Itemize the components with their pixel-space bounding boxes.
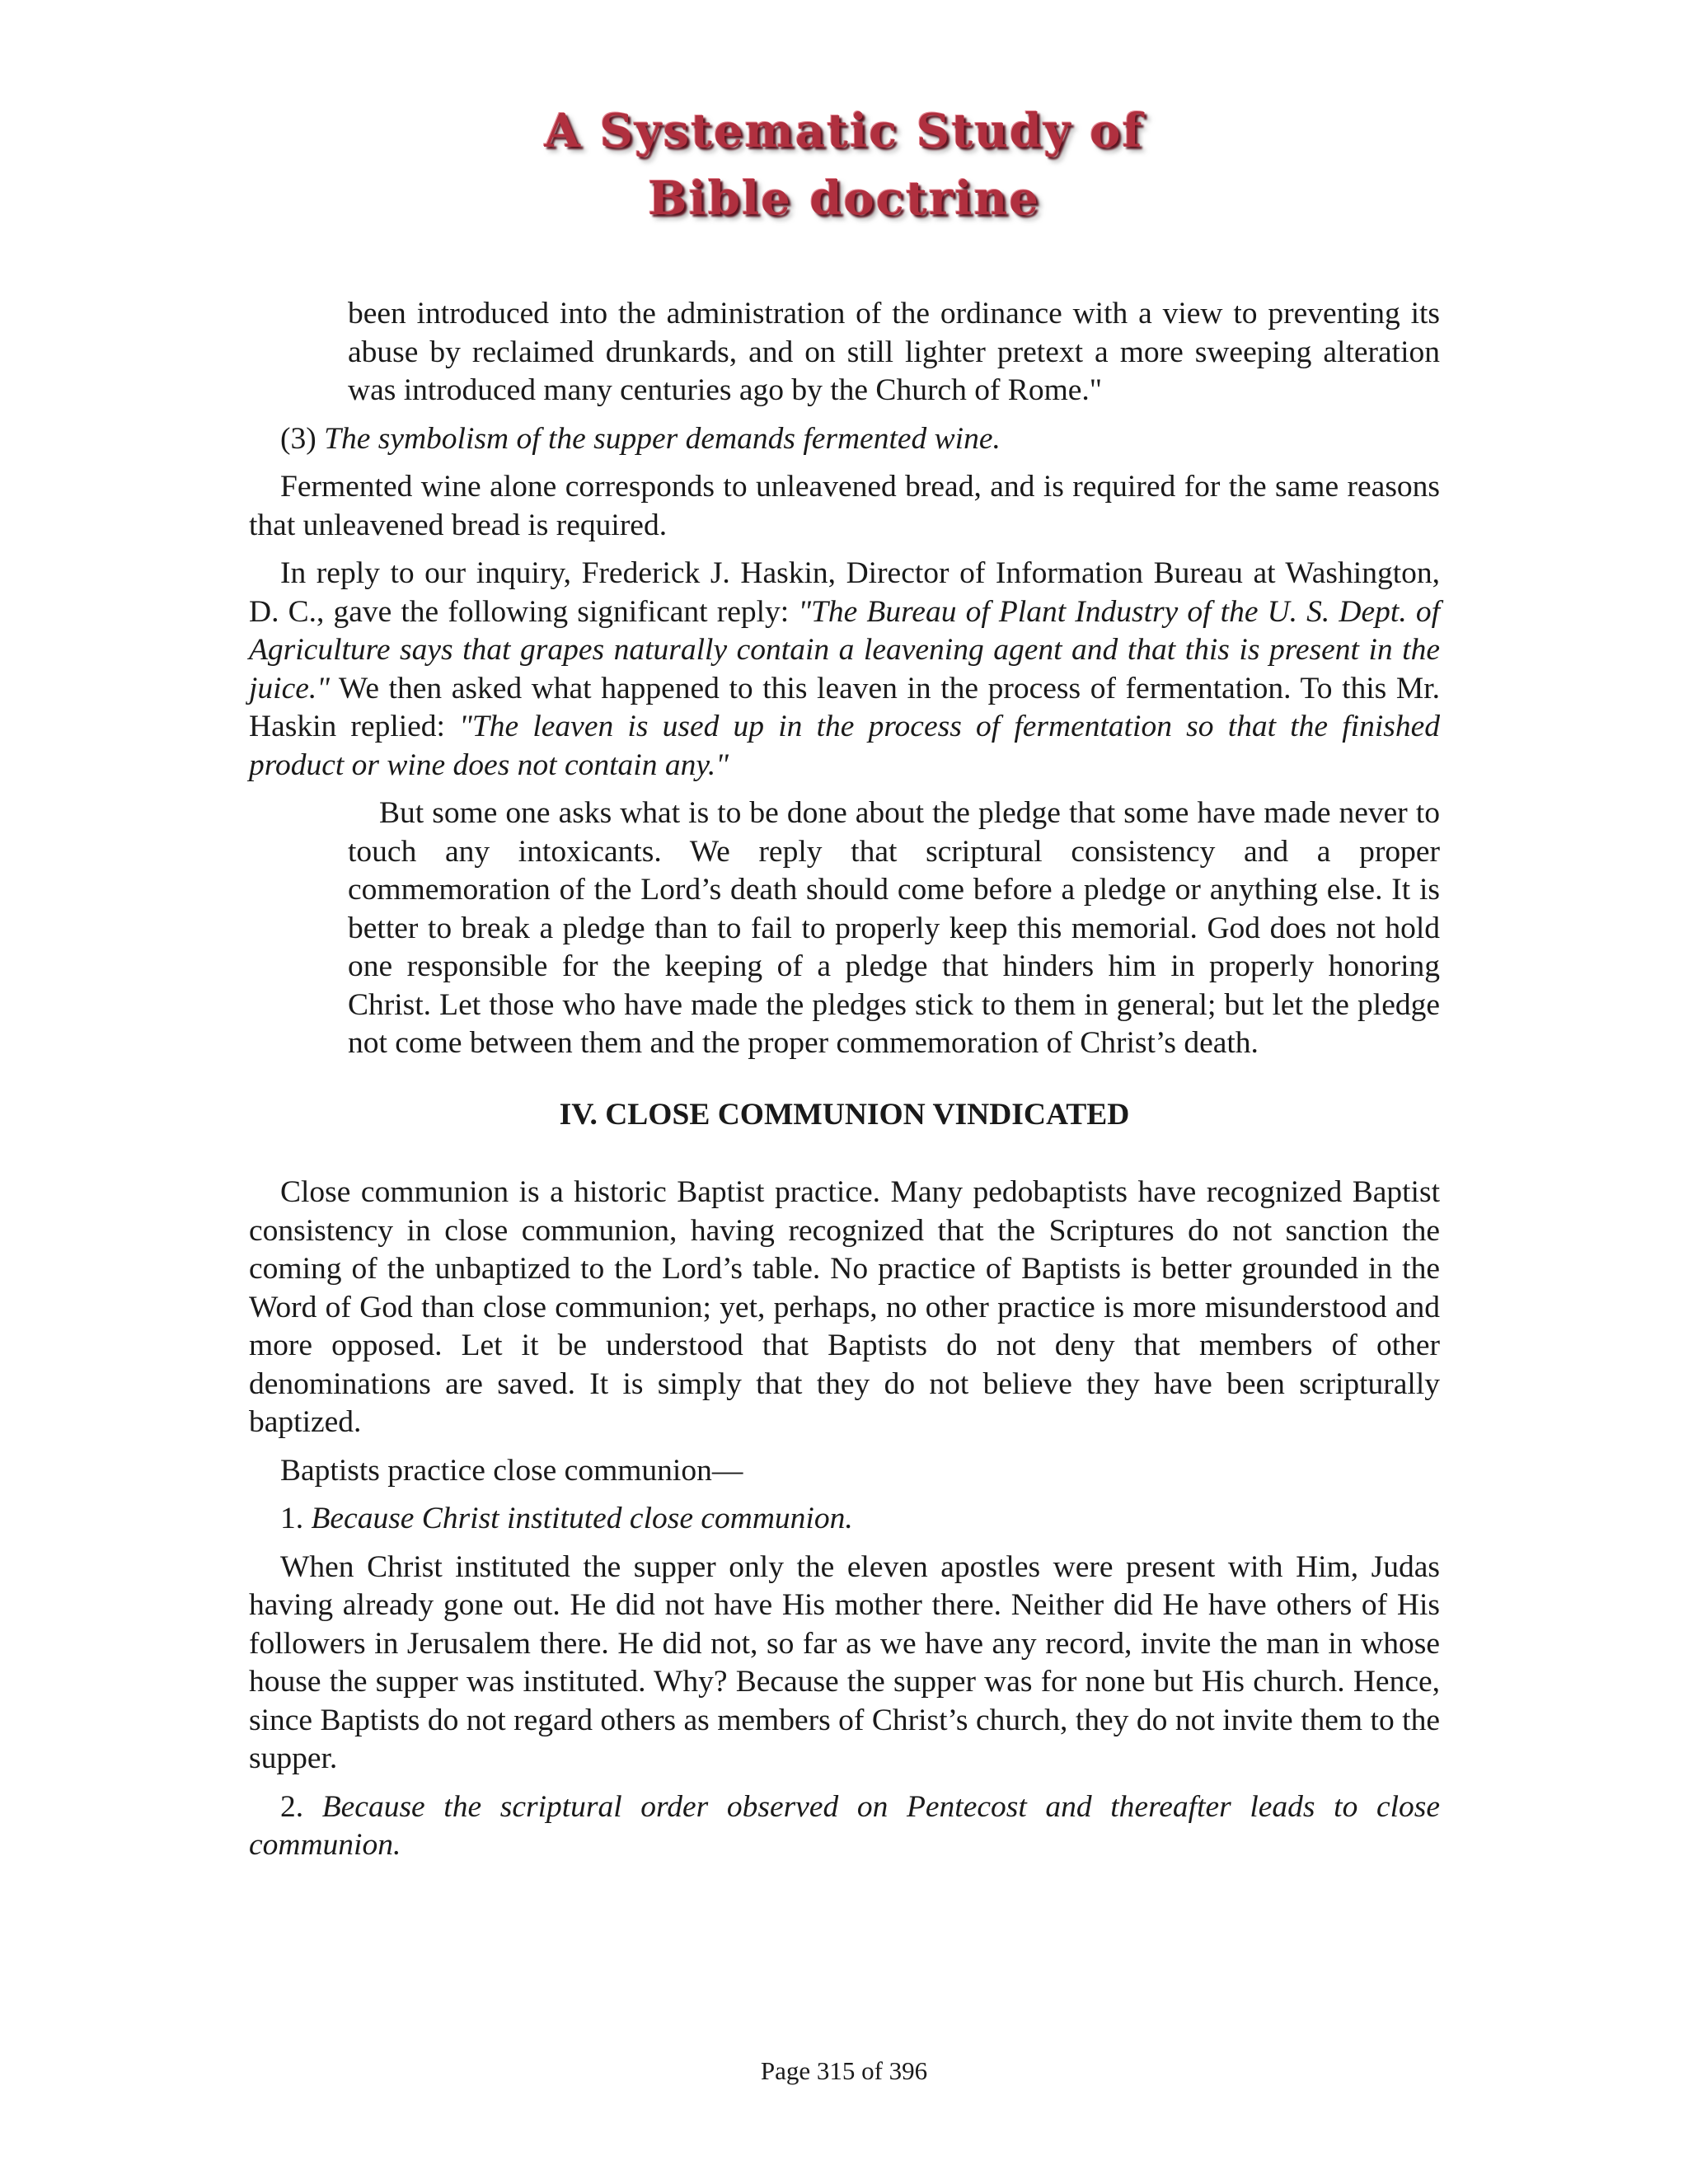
logo-line-2: Bible doctrine (648, 171, 1040, 226)
paragraph-baptists-practice: Baptists practice close communion— (280, 1453, 743, 1488)
haskin-text-a: In reply to our inquiry, Frederick J. Haskin, Director of Information Bureau at Washington, D. C., gave the following significant reply: (249, 556, 1440, 629)
point-1-number: 1. (280, 1502, 312, 1535)
logo-line-1: A Systematic Study of (544, 104, 1144, 158)
paragraph-fermented-wine: Fermented wine alone corresponds to unleavened bread, and is required for the same reasons that unleavened bread is required. (249, 470, 1440, 542)
paragraph-haskin-reply (249, 555, 1440, 785)
point-1-title: Because Christ instituted close communion. (311, 1502, 853, 1535)
title-logo (0, 97, 1688, 232)
body-text (249, 295, 1440, 1875)
paragraph-pledge: But some one asks what is to be done about the pledge that some have made never to touch any intoxicants. We reply that scriptural consistency and a proper commemoration of the Lord’s death should come before a pledge or anything else. It is better to break a pledge than to fail to properly keep this memorial. God does not hold one responsible for the keeping of a pledge that hinders him in properly honoring Christ. Let those who have made the pledges stick to them in general; but let the pledge not come between them and the proper commemoration of Christ’s death. (348, 796, 1440, 1060)
haskin-quote-1: "The Bureau of Plant Industry of the U. S. Dept. of Agriculture says that grapes naturally contain a leavening agent and that this is present in the juice." (249, 594, 1440, 705)
point-2-number: 2. (280, 1789, 322, 1824)
point-3-title: The symbolism of the supper demands fermented wine. (324, 421, 1001, 456)
haskin-quote-2: "The leaven is used up in the process of fermentation so that the finished product or wine does not contain any." (249, 710, 1440, 782)
paragraph-close-communion: Close communion is a historic Baptist practice. Many pedobaptists have recognized Baptist consistency in close communion, having recognized that the Scriptures do not sanction the coming of the unbaptized to the Lord’s table. No practice of Baptists is better grounded in the Word of God than close communion; yet, perhaps, no other practice is more misunderstood and more opposed. Let it be understood that Baptists do not deny that members of other denominations are saved. It is simply that they do not believe they have been scripturally baptized. (249, 1175, 1440, 1439)
quote-continuation: been introduced into the administration of the ordinance with a view to preventing its abuse by reclaimed drunkards, and on still lighter pretext a more sweeping alteration was introduced many centuries ago by the Church of Rome." (348, 297, 1440, 407)
point-3-number: (3) (280, 421, 325, 456)
point-2-title: Because the scriptural order observed on Pentecost and thereafter leads to close communion. (249, 1789, 1440, 1862)
point-1-heading (249, 1500, 1440, 1539)
point-3-heading (249, 420, 1440, 459)
haskin-text-b: We then asked what happened to this leaven in the process of fermentation. To this Mr. Haskin replied: (249, 671, 1440, 743)
section-heading: IV. CLOSE COMMUNION VINDICATED (559, 1097, 1130, 1132)
point-2-heading (249, 1788, 1440, 1865)
paragraph-christ-instituted: When Christ instituted the supper only the eleven apostles were present with Him, Judas having already gone out. He did not have His mother there. Neither did He have others of His followers in Jerusalem there. He did not, so far as we have any record, invite the man in whose house the supper was instituted. Why? Because the supper was for none but His church. Hence, since Baptists do not regard others as members of Christ’s church, they do not invite them to the supper. (249, 1549, 1440, 1775)
page-number: Page 315 of 396 (760, 2056, 928, 2085)
